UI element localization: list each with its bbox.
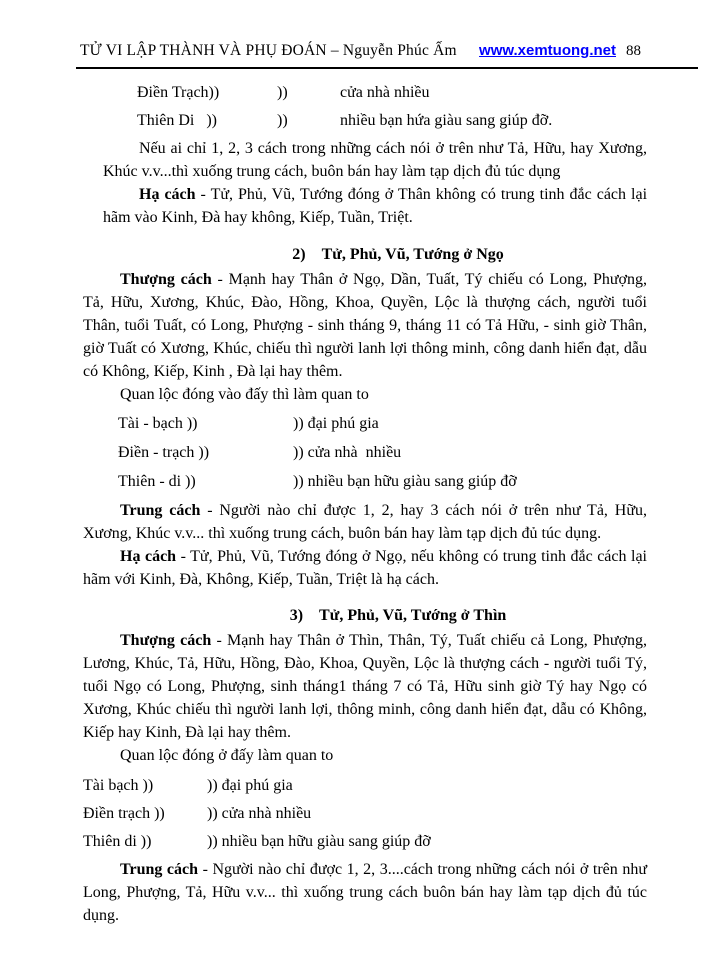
- page-content: [83, 81, 647, 927]
- paragraph-lead: Trung cách: [120, 861, 199, 878]
- list-item: [118, 470, 647, 493]
- paragraph-lead: Hạ cách: [120, 548, 177, 565]
- palace-list-top: [137, 81, 647, 132]
- paragraph-ha-cach-ngo: [83, 545, 647, 591]
- section-heading-thin: [83, 604, 647, 627]
- palace-label: Thiên di )): [83, 833, 152, 850]
- list-item: [137, 81, 647, 104]
- paragraph-text: - Mạnh hay Thân ở Ngọ, Dần, Tuất, Tý chiếu có Long, Phượng, Tả, Hữu, Xương, Khúc, Đào, Hồng, Khoa, Quyền, Lộc là thượng cách, người tuổi Thân, tuổi Tuất, có Long, Phượng - sinh tháng 9, tháng 11 có Tả Hữu, - sinh giờ Thân, giờ Tuất có Xương, Khúc, chiếu thì người lanh lợi thông minh, công danh hiển đạt, dẫu có Không, Kiếp, Kinh , Đà lại hay thêm.: [83, 271, 647, 380]
- section-title: Tử, Phủ, Vũ, Tướng ở Thìn: [319, 607, 507, 624]
- palace-label: Tài - bạch )): [118, 415, 198, 432]
- palace-desc: cửa nhà nhiều: [340, 84, 430, 101]
- palace-desc: )) nhiều bạn hữu giàu sang giúp đỡ: [293, 473, 517, 490]
- section-heading-ngo: [83, 243, 647, 266]
- website-link[interactable]: www.xemtuong.net: [479, 42, 616, 59]
- carryover-block: [103, 81, 647, 229]
- paragraph-text: - Tử, Phủ, Vũ, Tướng đóng ở Thân không có trung tinh đắc cách lại hãm vào Kinh, Đà hay không, Kiếp, Tuần, Triệt.: [103, 186, 648, 226]
- paragraph-text: - Mạnh hay Thân ở Thìn, Thân, Tý, Tuất chiếu cả Long, Phượng, Lương, Khúc, Tả, Hữu, Hồng, Đào, Khoa, Quyền, Lộc là thượng cách - người tuổi Tý, tuổi Ngọ có Long, Phượng, sinh tháng1 tháng 7 có Tả, Hữu sinh giờ Tý hay Ngọ có Xương, Khúc chiếu thì người lanh lợi, thông minh, công danh hiển đạt, dẫu có Không, Kiếp hay Kinh, Đà lại hay thêm.: [83, 632, 647, 741]
- list-item: [83, 830, 647, 853]
- paragraph-thuong-cach-ngo: [83, 268, 647, 383]
- paragraph-lead: Thượng cách: [120, 271, 212, 288]
- palace-label: Tài bạch )): [83, 777, 154, 794]
- ditto-mark: )): [277, 84, 288, 101]
- paragraph-trung-cach-ngo: [83, 499, 647, 545]
- palace-label: Thiên - di )): [118, 473, 196, 490]
- palace-desc: )) cửa nhà nhiều: [293, 444, 402, 461]
- paragraph-lead: Hạ cách: [139, 186, 196, 203]
- paragraph-quan-loc-thin: Quan lộc đóng ở đấy làm quan to: [120, 747, 334, 764]
- paragraph-neu-ai: Nếu ai chỉ 1, 2, 3 cách trong những cách nói ở trên như Tả, Hữu, hay Xương, Khúc v.v...thì xuống trung cách, buôn bán hay làm tạp dịch đủ túc dụng: [103, 140, 647, 180]
- page-header: [80, 42, 641, 60]
- section-title: Tử, Phủ, Vũ, Tướng ở Ngọ: [321, 246, 504, 263]
- paragraph-text: - Người nào chỉ được 1, 2, hay 3 cách nói ở trên như Tả, Hữu, Xương, Khúc v.v... thì xuống trung cách, buôn bán hay làm tạp dịch đủ túc dụng.: [83, 502, 648, 542]
- palace-label: Thiên Di )): [137, 112, 217, 129]
- paragraph-trung-cach-thin: [83, 858, 647, 927]
- paragraph-lead: Trung cách: [120, 502, 201, 519]
- paragraph-quan-loc-ngo: Quan lộc đóng vào đấy thì làm quan to: [120, 386, 369, 403]
- header-divider: [76, 67, 698, 69]
- list-item: [137, 109, 647, 132]
- palace-label: Điền trạch )): [83, 805, 165, 822]
- palace-desc: )) nhiều bạn hữu giàu sang giúp đỡ: [207, 833, 431, 850]
- page-number: 88: [626, 43, 641, 59]
- palace-label: Điền - trạch )): [118, 444, 210, 461]
- palace-label: Điền Trạch)): [137, 84, 220, 101]
- paragraph-ha-cach-than: [103, 183, 647, 229]
- list-item: [83, 802, 647, 825]
- document-page: [0, 42, 705, 955]
- paragraph-lead: Thượng cách: [120, 632, 212, 649]
- paragraph-text: - Tử, Phủ, Vũ, Tướng đóng ở Ngọ, nếu không có trung tinh đắc cách lại hãm với Kinh, Đà, Không, Kiếp, Tuần, Triệt là hạ cách.: [83, 548, 648, 588]
- palace-desc: )) đại phú gia: [293, 415, 379, 432]
- section-number: 2): [292, 246, 306, 263]
- palace-desc: )) cửa nhà nhiều: [207, 805, 312, 822]
- palace-list-thin: [83, 774, 647, 853]
- list-item: [118, 412, 647, 435]
- palace-list-ngo: [118, 412, 647, 493]
- palace-desc: nhiều bạn hứa giàu sang giúp đỡ.: [340, 112, 553, 129]
- paragraph-thuong-cach-thin: [83, 629, 647, 744]
- paragraph-text: - Người nào chỉ được 1, 2, 3....cách trong những cách nói ở trên như Long, Phượng, Tả, Hữu v.v... thì xuống trung cách buôn bán hay làm tạp dịch đủ túc dụng.: [83, 861, 647, 924]
- list-item: [83, 774, 647, 797]
- palace-desc: )) đại phú gia: [207, 777, 293, 794]
- ditto-mark: )): [277, 112, 288, 129]
- list-item: [118, 441, 647, 464]
- document-title: TỬ VI LẬP THÀNH VÀ PHỤ ĐOÁN – Nguyễn Phúc Ấm: [80, 42, 457, 59]
- section-number: 3): [289, 607, 304, 624]
